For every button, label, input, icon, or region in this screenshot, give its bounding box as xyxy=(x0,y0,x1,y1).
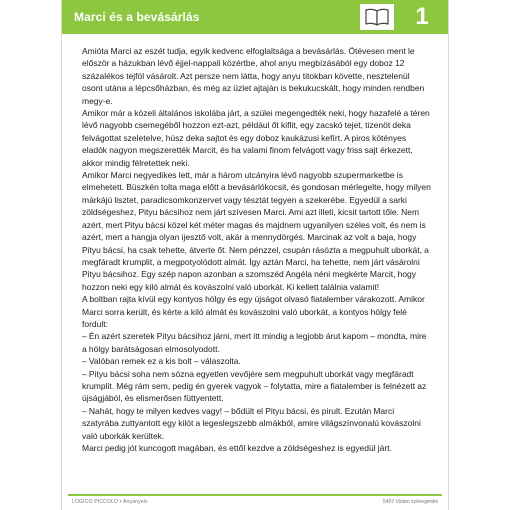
paragraph: – Nahát, hogy te milyen kedves vagy! – bődült el Pityu bácsi, és pirult. Ezután Marci szatyrába zuttyantott egy kilót a legeslegszebb almákból, amire világszínvonalú kovászolni való uborkák kerültek. xyxy=(82,405,421,441)
story-text xyxy=(82,45,432,454)
page-title: Marci és a bevásárlás xyxy=(74,10,200,24)
page-header xyxy=(62,0,448,34)
footer-divider xyxy=(68,494,442,496)
open-book-icon xyxy=(364,8,390,26)
paragraph: – Én azért szeretek Pityu bácsihoz járni, mert itt mindig a legjobb árut kapom – mondta, mire a hölgy barátságosan elmosolyodott. xyxy=(82,331,427,354)
paragraph: – Pityu bácsi soha nem sózna egyetlen vevőjére sem megpuhult uborkát vagy megfáradt krumplit. Még rám sem, pedig én gyerek vagyok – folytatta, mire a fiatalember is felnézett az újságjából, és elismerősen füttyentett. xyxy=(82,368,427,404)
exercise-number: 1 xyxy=(415,3,429,30)
paragraph: Amikor Marci negyedikes lett, már a három utcányira lévő nagyobb szupermarketbe is elmehetett. Büszkén tolta maga előtt a bevásárlókocsit, és gondosan mérlegelte, hogy milyen márkájú lisztet, paradicsomkonzervet vagy tésztát tegyen a szekerébe. Egyedül a sarki zöldségeshez, Pityu bácsihoz nem járt szívesen Marci. Ami azt illeti, kicsit tartott tőle. Nem azért, mert Pityu bácsi közel két méter magas és majdnem ugyanilyen széles volt, és nem is azért, mert a hangja olyan ijesztő volt, akár a mennydörgés. Marcinak az volt a baja, hogy Pityu bácsi, ha csak tehette, átverte őt. Nem pénzzel, csupán rásózta a megpuhult uborkát, a megfáradt krumplit, a megpotyolódott almát. Így aztán Marci, ha tehette, nem járt vásárolni Pityu bácsihoz. Egy szép napon azonban a szomszéd Angéla néni megkérte Marcit, hogy hozzon neki egy kiló almát és kovászolni való uborkát. Ki kellett találnia valamit! xyxy=(82,170,431,292)
footer-book-title: 5407 Vidám szövegértés xyxy=(383,499,438,505)
paragraph: Amikor már a közeli általános iskolába járt, a szülei megengedték neki, hogy hazafelé a téren lévő nagyobb csemegéből hozzon ezt-azt, például őt kiflit, egy zacskó tejet, tizenöt deka felvágottat szeletelve, húsz deka sajtot és egy doboz kaukázusi kefírt. A piros kötényes eladók nagyon megszerették Marcit, és ha valami finom felvágott vagy friss sajt érkezett, akkor mindig félretettek neki. xyxy=(82,108,430,168)
paragraph: Marci pedig jót kuncogott magában, és ettől kezdve a zöldségeshez is egyedül járt. xyxy=(82,443,392,453)
paragraph: A boltban rajta kívül egy kontyos hölgy és egy újságot olvasó fiatalember várakozott. Amikor Marci sorra került, és kérte a kiló almát és kovászolni való uborkát, a kontyos hölgy felé fordult: xyxy=(82,294,425,329)
reading-badge xyxy=(360,4,394,30)
footer-publisher: LOGICO PICCOLO • Anyanyelv xyxy=(72,499,148,505)
paragraph: – Valóban remek ez a kis bolt – válaszolta. xyxy=(82,356,241,367)
page-footer xyxy=(62,494,448,510)
paragraph: Amióta Marci az eszét tudja, egyik kedvenc elfoglaltsága a bevásárlás. Ötévesen ment le először a házukban lévő éjjel-nappali közértbe, ahol anyu megbízásából egy doboz 12 százalékos tejföl vásárolt. Azt persze nem látta, hogy anyu titokban követte, nesztelenül osont utána a lépcsőházban, és még az üzlet ajtaján is bekukucskált, hogy minden rendben megy-e. xyxy=(82,46,425,106)
worksheet-page xyxy=(61,0,449,510)
